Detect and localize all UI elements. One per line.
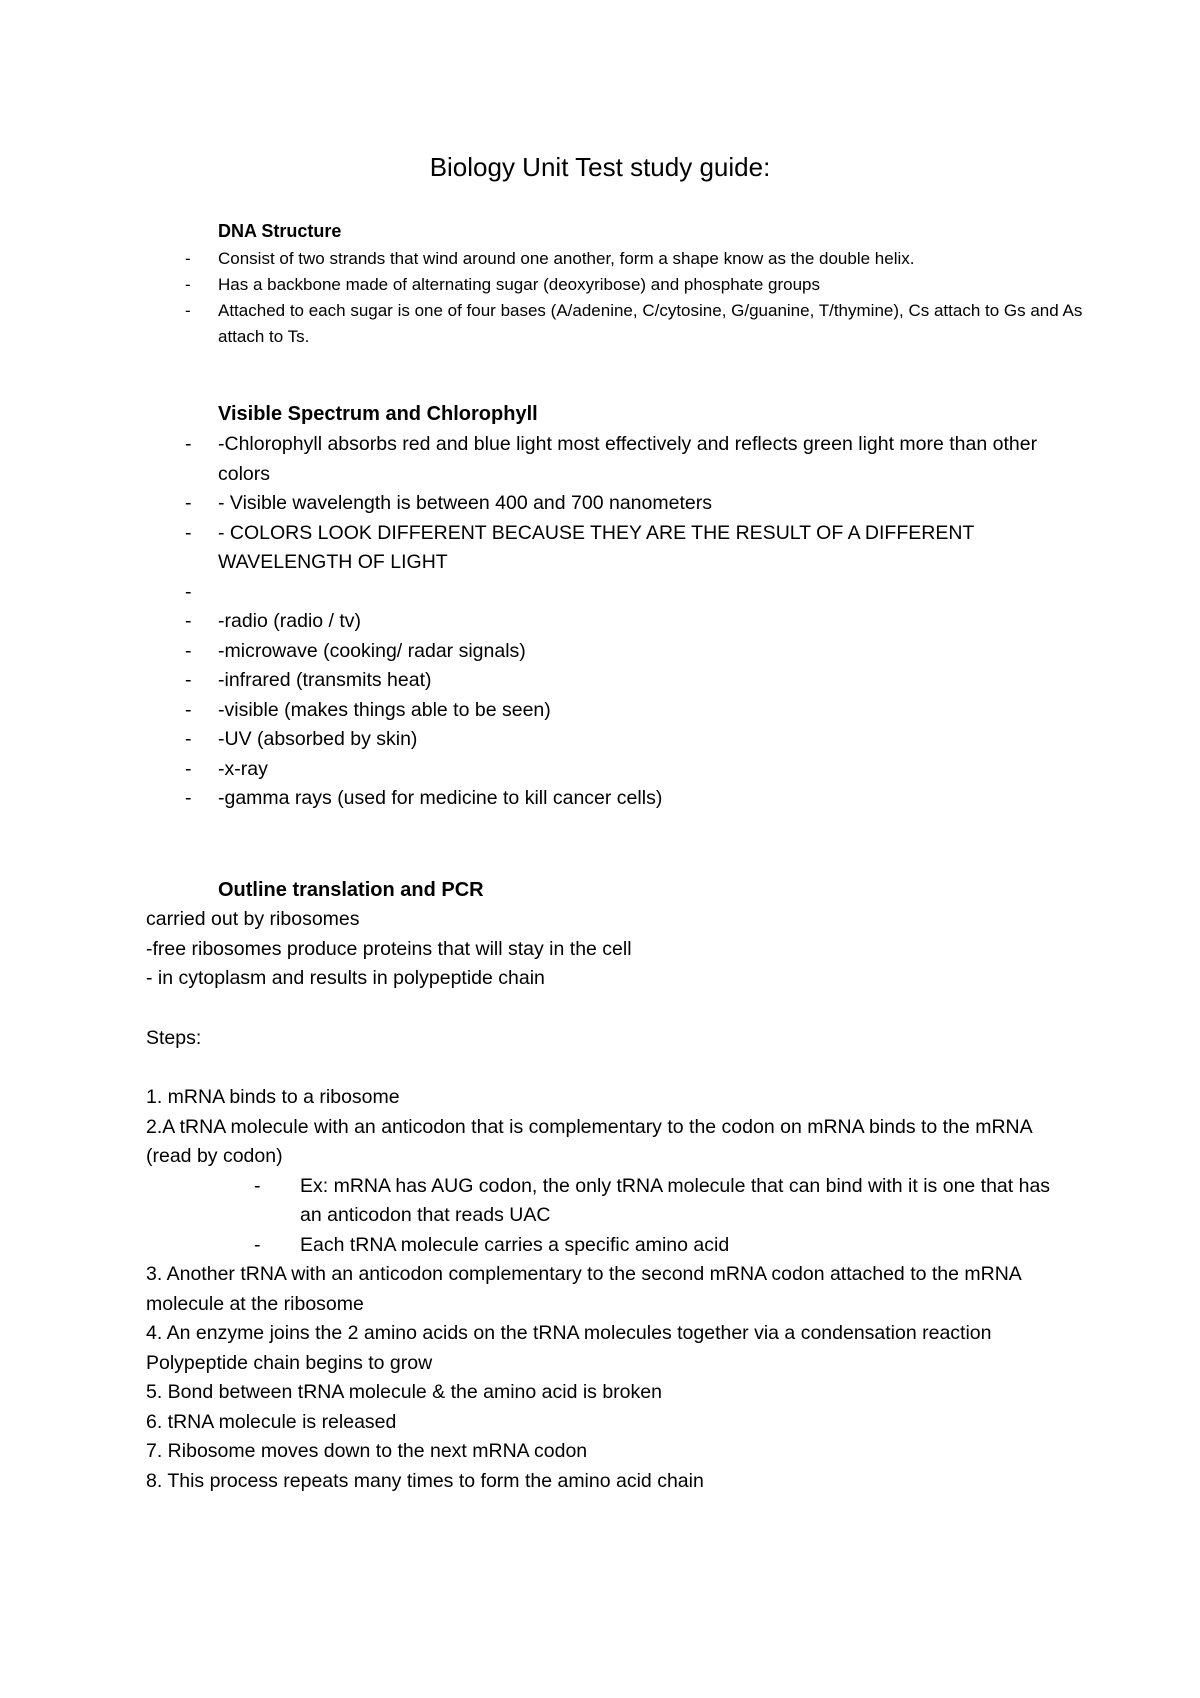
list-item: - -Chlorophyll absorbs red and blue light most effectively and reflects green light more than other colors [185,430,1085,489]
list-item: - Has a backbone made of alternating sugar (deoxyribose) and phosphate groups [185,272,1085,298]
list-item: - -visible (makes things able to be seen) [185,696,1085,726]
step-2: 2.A tRNA molecule with an anticodon that is complementary to the codon on mRNA binds to the mRNA (read by codon) [146,1115,1032,1167]
list-item: - - COLORS LOOK DIFFERENT BECAUSE THEY ARE THE RESULT OF A DIFFERENT WAVELENGTH OF LIGHT [185,519,1085,578]
step-4-note: Polypeptide chain begins to grow [146,1351,433,1374]
step-7: 7. Ribosome moves down to the next mRNA codon [146,1440,588,1462]
dna-list [185,246,1085,350]
list-item: - Each tRNA molecule carries a specific amino acid [254,1231,1074,1261]
step-3: 3. Another tRNA with an anticodon complementary to the second mRNA codon attached to the mRNA molecule at the ribosome [146,1263,1021,1315]
step-6: 6. tRNA molecule is released [146,1410,397,1433]
translation-heading: Outline translation and PCR [218,879,484,901]
list-item [185,578,1085,608]
spectrum-heading: Visible Spectrum and Chlorophyll [218,403,538,425]
spectrum-list [185,430,1085,814]
step-4: 4. An enzyme joins the 2 amino acids on the tRNA molecules together via a condensation reaction [146,1322,992,1344]
step-5: 5. Bond between tRNA molecule & the amino acid is broken [146,1381,662,1403]
list-item: - Ex: mRNA has AUG codon, the only tRNA molecule that can bind with it is one that has an anticodon that reads UAC [254,1172,1074,1231]
dna-heading: DNA Structure [218,221,342,241]
text-line: - in cytoplasm and results in polypeptide chain [146,967,545,989]
step-1: 1. mRNA binds to a ribosome [146,1086,400,1108]
list-item: - -x-ray [185,755,1085,785]
steps-label: Steps: [146,1027,202,1049]
steps-list [146,1083,1076,1496]
list-item: - -radio (radio / tv) [185,607,1085,637]
translation-intro [146,905,1076,994]
text-line: carried out by ribosomes [146,908,360,930]
text-line: -free ribosomes produce proteins that will stay in the cell [146,937,632,960]
step-2-sublist [254,1172,1074,1261]
list-item: - -UV (absorbed by skin) [185,725,1085,755]
list-item: - -gamma rays (used for medicine to kill cancer cells) [185,784,1085,814]
step-8: 8. This process repeats many times to form the amino acid chain [146,1469,704,1492]
list-item: - -microwave (cooking/ radar signals) [185,637,1085,667]
list-item: - Attached to each sugar is one of four bases (A/adenine, C/cytosine, G/guanine, T/thymine), Cs attach to Gs and As attach to Ts. [185,298,1085,350]
list-item: - - Visible wavelength is between 400 and 700 nanometers [185,489,1085,519]
page-title: Biology Unit Test study guide: [429,152,771,182]
list-item: - -infrared (transmits heat) [185,666,1085,696]
list-item: - Consist of two strands that wind around one another, form a shape know as the double helix. [185,246,1085,272]
